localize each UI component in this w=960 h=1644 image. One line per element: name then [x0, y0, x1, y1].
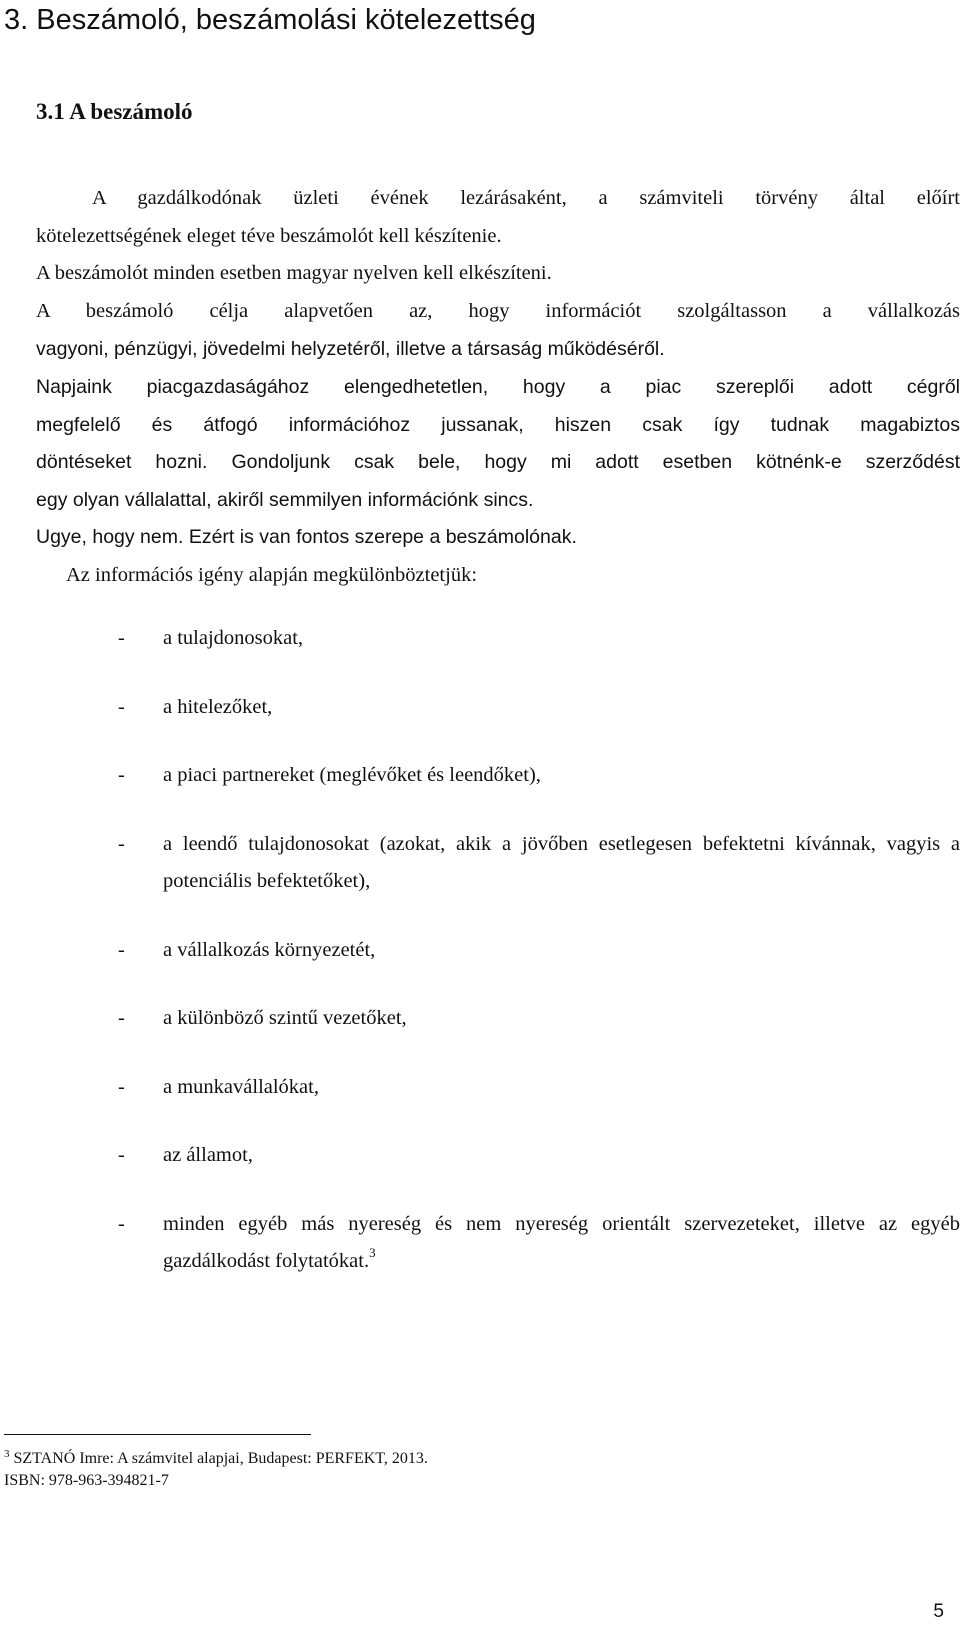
- paragraph-4-line-4: egy olyan vállalattal, akiről semmilyen információnk sincs.: [36, 488, 534, 511]
- paragraph-6-line-1: Az információs igény alapján megkülönböztetjük:: [66, 564, 478, 586]
- list-item-text: a tulajdonosokat,: [163, 627, 304, 649]
- list-item: [118, 757, 960, 795]
- chapter-heading: 3. Beszámoló, beszámolási kötelezettség: [4, 4, 536, 36]
- list-dash: -: [118, 764, 125, 786]
- list-item-text: [163, 1206, 960, 1281]
- list-dash: -: [118, 1144, 125, 1166]
- list-dash: -: [118, 832, 125, 855]
- paragraph-4-line-2: megfelelő és átfogó információhoz jussanak, hiszen csak így tudnak magabiztos: [36, 413, 960, 436]
- list-item-text-body: minden egyéb más nyereség és nem nyereség orientált szervezeteket, illetve az egyéb gazdálkodást folytatókat.: [163, 1212, 960, 1272]
- list-item: [118, 1206, 960, 1281]
- list-item: [118, 689, 960, 727]
- paragraph-5-line-1: Ugye, hogy nem. Ezért is van fontos szerepe a beszámolónak.: [36, 526, 577, 548]
- list-item-text: a különböző szintű vezetőket,: [163, 1007, 407, 1029]
- list-item: [118, 620, 960, 658]
- paragraph-2: [36, 255, 960, 293]
- footnote-citation: SZTANÓ Imre: A számvitel alapjai, Budapest: PERFEKT, 2013.: [13, 1450, 428, 1467]
- list-item: [118, 1000, 960, 1038]
- list-dash: -: [118, 1007, 125, 1029]
- list-item: [118, 1137, 960, 1175]
- footnote-mark: 3: [4, 1448, 10, 1460]
- paragraph-2-line-1: A beszámolót minden esetben magyar nyelven kell elkészíteni.: [36, 262, 552, 284]
- paragraph-4-line-3-b: Gondoljunk csak bele, hogy mi adott esetben kötnénk-e szerződést: [231, 451, 960, 473]
- paragraph-3-line-1: A beszámoló célja alapvetően az, hogy információt szolgáltasson a vállalkozás: [36, 300, 960, 322]
- list-dash: -: [118, 1075, 125, 1098]
- paragraph-1-line-1: A gazdálkodónak üzleti évének lezárásaként, a számviteli törvény által előírt: [92, 187, 960, 209]
- list-item-text: az államot,: [163, 1144, 253, 1166]
- footnote-separator: [4, 1434, 311, 1435]
- footnote-reference: 3: [369, 1245, 376, 1260]
- paragraph-3-line-2: vagyoni, pénzügyi, jövedelmi helyzetéről, illetve a társaság működéséről.: [36, 337, 665, 360]
- list-dash: -: [118, 695, 125, 718]
- paragraph-4-line-1: Napjaink piacgazdaságához elengedhetetlen, hogy a piac szereplői adott cégről: [36, 376, 960, 398]
- section-heading: 3.1 A beszámoló: [36, 99, 193, 124]
- list-dash: -: [118, 938, 125, 961]
- list-item-text: a leendő tulajdonosokat (azokat, akik a jövőben esetlegesen befektetni kívánnak, vagyis a potenciális befektetőket),: [163, 832, 960, 892]
- stakeholder-list: [118, 620, 960, 1281]
- list-item-text: a hitelezőket,: [163, 695, 273, 718]
- list-dash: -: [118, 627, 125, 649]
- list-item-text: a piaci partnereket (meglévőket és leendőket),: [163, 764, 541, 786]
- list-item: [118, 1069, 960, 1107]
- paragraph-1: [36, 180, 960, 255]
- paragraph-5: [36, 519, 960, 557]
- footnote: [4, 1448, 428, 1492]
- footnote-isbn: ISBN: 978-963-394821-7: [4, 1472, 169, 1489]
- paragraph-4: [36, 369, 960, 519]
- paragraph-6: [36, 557, 960, 595]
- paragraph-3: [36, 293, 960, 368]
- footnote-line-1: [4, 1448, 428, 1470]
- list-item-text: a vállalkozás környezetét,: [163, 938, 376, 961]
- list-item-text: a munkavállalókat,: [163, 1075, 319, 1098]
- paragraph-4-line-3-a: döntéseket hozni.: [36, 451, 208, 473]
- paragraph-1-line-2: kötelezettségének eleget téve beszámolót kell készítenie.: [36, 224, 502, 247]
- page-number: 5: [933, 1601, 944, 1622]
- list-dash: -: [118, 1212, 125, 1235]
- list-item: [118, 932, 960, 970]
- list-item: [118, 826, 960, 901]
- paragraph-4-line-3: [36, 444, 960, 482]
